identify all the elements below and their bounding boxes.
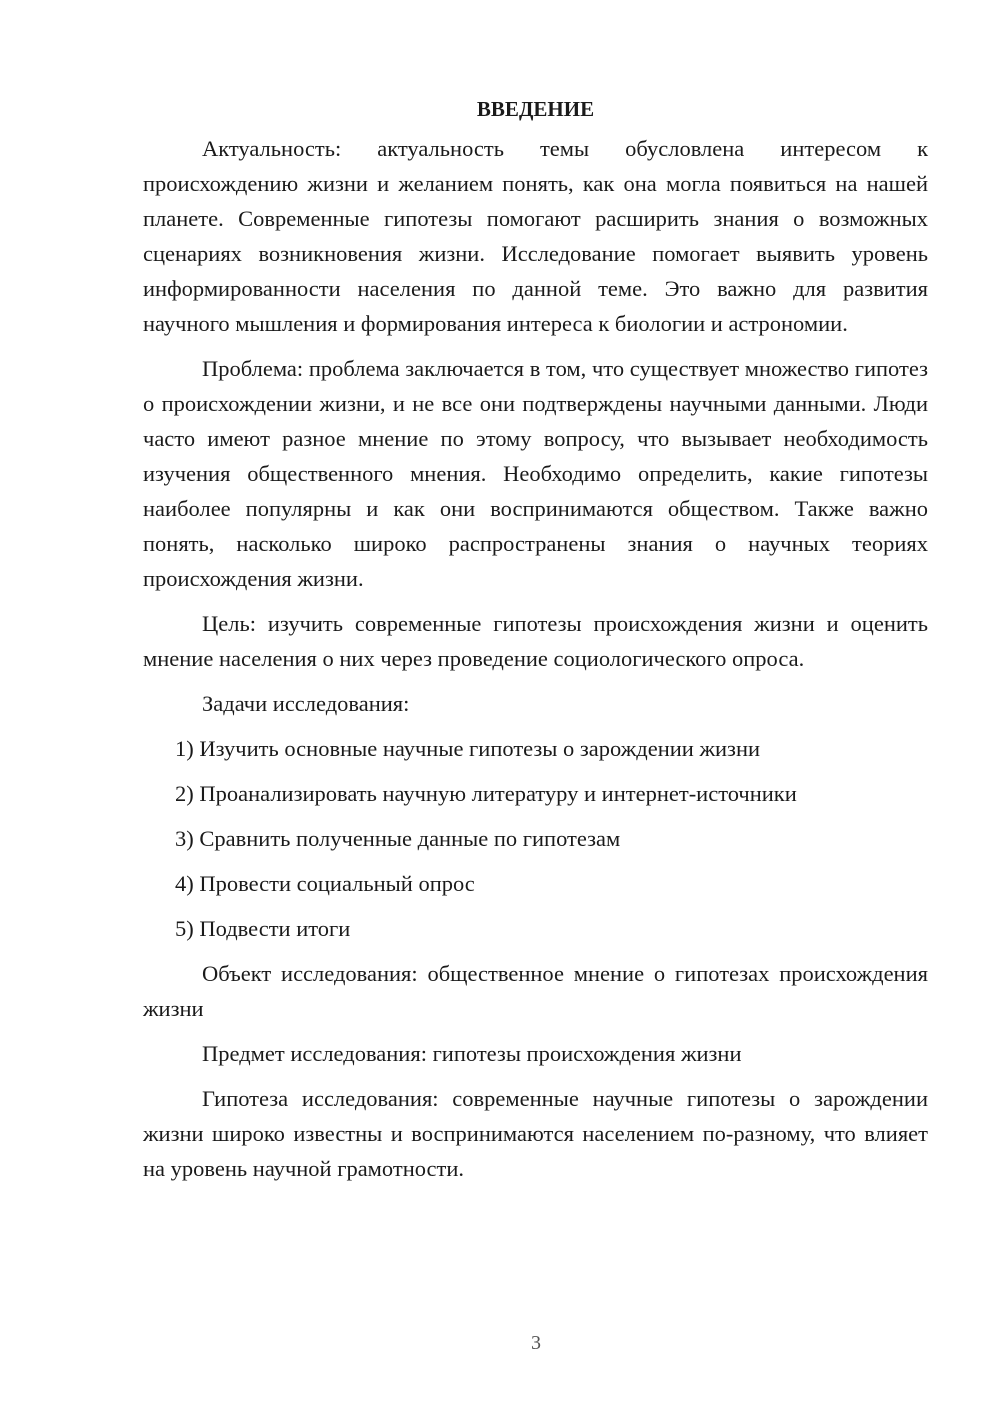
hypothesis-paragraph: Гипотеза исследования: современные научные гипотезы о зарождении жизни широко известны и воспринимаются населением по-разному, что влияет на уровень научной грамотности. (143, 1086, 928, 1181)
relevance-paragraph: Актуальность: актуальность темы обусловлена интересом к происхождению жизни и желанием понять, как она могла появиться на нашей планете. Современные гипотезы помогают расширить знания о возможных сценариях возникновения жизни. Исследование помогает выявить уровень информированности населения по данной теме. Это важно для развития научного мышления и формирования интереса к биологии и астрономии. (143, 136, 928, 336)
task-item-5: 5) Подвести итоги (175, 916, 351, 941)
task-item-3: 3) Сравнить полученные данные по гипотезам (175, 826, 621, 851)
tasks-heading: Задачи исследования: (202, 691, 410, 716)
task-item-1: 1) Изучить основные научные гипотезы о зарождении жизни (175, 736, 761, 761)
section-title: ВВЕДЕНИЕ (476, 97, 595, 121)
problem-paragraph: Проблема: проблема заключается в том, что существует множество гипотез о происхождении жизни, и не все они подтверждены научными данными. Люди часто имеют разное мнение по этому вопросу, что вызывает необходимость изучения общественного мнения. Необходимо определить, какие гипотезы наиболее популярны и как они воспринимаются обществом. Также важно понять, насколько широко распространены знания о научных теориях происхождения жизни. (143, 356, 928, 591)
object-paragraph: Объект исследования: общественное мнение о гипотезах происхождения жизни (143, 961, 928, 1021)
goal-paragraph: Цель: изучить современные гипотезы происхождения жизни и оценить мнение населения о них через проведение социологического опроса. (143, 611, 928, 671)
task-item-2: 2) Проанализировать научную литературу и интернет-источники (175, 781, 797, 806)
document-page (143, 92, 928, 1186)
page-number: 3 (531, 1332, 541, 1354)
task-item-4: 4) Провести социальный опрос (175, 871, 475, 896)
subject-paragraph: Предмет исследования: гипотезы происхождения жизни (202, 1041, 742, 1066)
